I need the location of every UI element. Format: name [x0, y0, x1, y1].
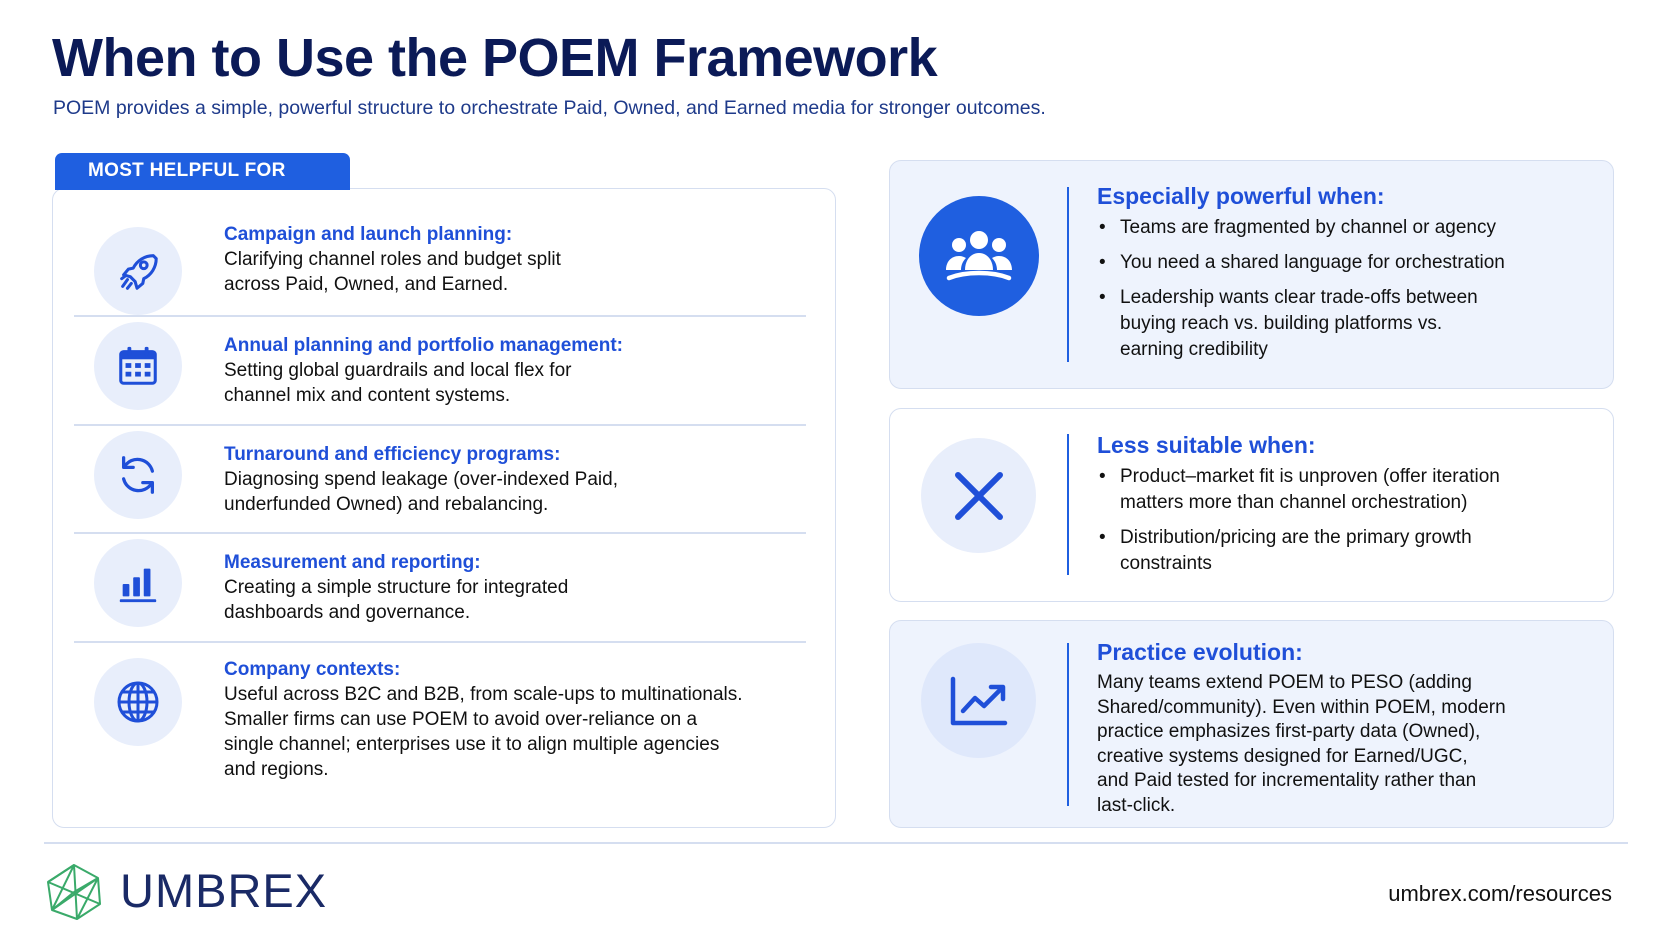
especially-powerful-card: [889, 160, 1614, 389]
item-heading: Turnaround and efficiency programs:: [224, 444, 561, 465]
team-icon: [919, 196, 1039, 316]
item-heading: Annual planning and portfolio management:: [224, 335, 623, 356]
card-body: Many teams extend POEM to PESO (adding Shared/community). Even within POEM, modern practice emphasizes first-party data (Owned), creative systems designed for Earned/UGC, and Paid tested for incrementality rather than last-click.: [1097, 672, 1506, 816]
card-heading: Especially powerful when:: [1097, 183, 1385, 209]
item-desc-line: Useful across B2C and B2B, from scale-ups to multinationals.: [224, 684, 743, 705]
divider: [74, 532, 806, 534]
divider: [74, 641, 806, 643]
bullet-item: • Distribution/pricing are the primary growth constraints: [1097, 525, 1597, 577]
divider: [74, 424, 806, 426]
card-heading: Practice evolution:: [1097, 639, 1303, 665]
item-desc-line: Diagnosing spend leakage (over-indexed Paid,: [224, 469, 618, 490]
page-subtitle: POEM provides a simple, powerful structure to orchestrate Paid, Owned, and Earned media for stronger outcomes.: [53, 97, 1046, 119]
refresh-icon: [94, 431, 182, 519]
bullet-item: • You need a shared language for orchestration: [1097, 250, 1597, 276]
page-title: When to Use the POEM Framework: [52, 28, 938, 88]
calendar-icon: [94, 322, 182, 410]
brand-name: UMBREX: [120, 864, 328, 917]
bullet-list: [1097, 215, 1597, 363]
item-desc-line: single channel; enterprises use it to align multiple agencies: [224, 734, 720, 755]
card-divider-line: [1067, 434, 1069, 575]
card-divider-line: [1067, 187, 1069, 362]
trend-up-icon: [921, 643, 1036, 758]
card-divider-line: [1067, 643, 1069, 806]
card-heading: Less suitable when:: [1097, 432, 1316, 458]
bullet-item: • Product–market fit is unproven (offer iteration matters more than channel orchestration): [1097, 464, 1597, 516]
item-desc-line: Smaller firms can use POEM to avoid over-reliance on a: [224, 709, 698, 730]
less-suitable-card: [889, 408, 1614, 602]
most-helpful-tag: MOST HELPFUL FOR: [55, 153, 350, 190]
bullet-list: [1097, 464, 1597, 577]
bar-chart-icon: [94, 539, 182, 627]
x-icon: [921, 438, 1036, 553]
item-heading: Campaign and launch planning:: [224, 224, 513, 245]
divider: [74, 315, 806, 317]
globe-icon: [94, 658, 182, 746]
item-heading: Measurement and reporting:: [224, 552, 481, 573]
item-desc-line: underfunded Owned) and rebalancing.: [224, 494, 549, 515]
bullet-item: • Leadership wants clear trade-offs between buying reach vs. building platforms vs. earning credibility: [1097, 285, 1597, 363]
resources-link[interactable]: umbrex.com/resources: [1388, 881, 1612, 906]
item-desc-line: Clarifying channel roles and budget split: [224, 249, 561, 270]
item-desc-line: and regions.: [224, 759, 329, 780]
item-desc-line: across Paid, Owned, and Earned.: [224, 274, 509, 295]
item-desc-line: Setting global guardrails and local flex for: [224, 360, 572, 381]
item-desc-line: channel mix and content systems.: [224, 385, 511, 406]
rocket-icon: [94, 227, 182, 315]
umbrex-logo-icon: [44, 862, 104, 927]
item-heading: Company contexts:: [224, 659, 401, 680]
bullet-item: • Teams are fragmented by channel or agency: [1097, 215, 1597, 241]
footer-divider: [44, 842, 1628, 844]
item-desc-line: Creating a simple structure for integrated: [224, 577, 569, 598]
item-desc-line: dashboards and governance.: [224, 602, 471, 623]
practice-evolution-card: [889, 620, 1614, 828]
